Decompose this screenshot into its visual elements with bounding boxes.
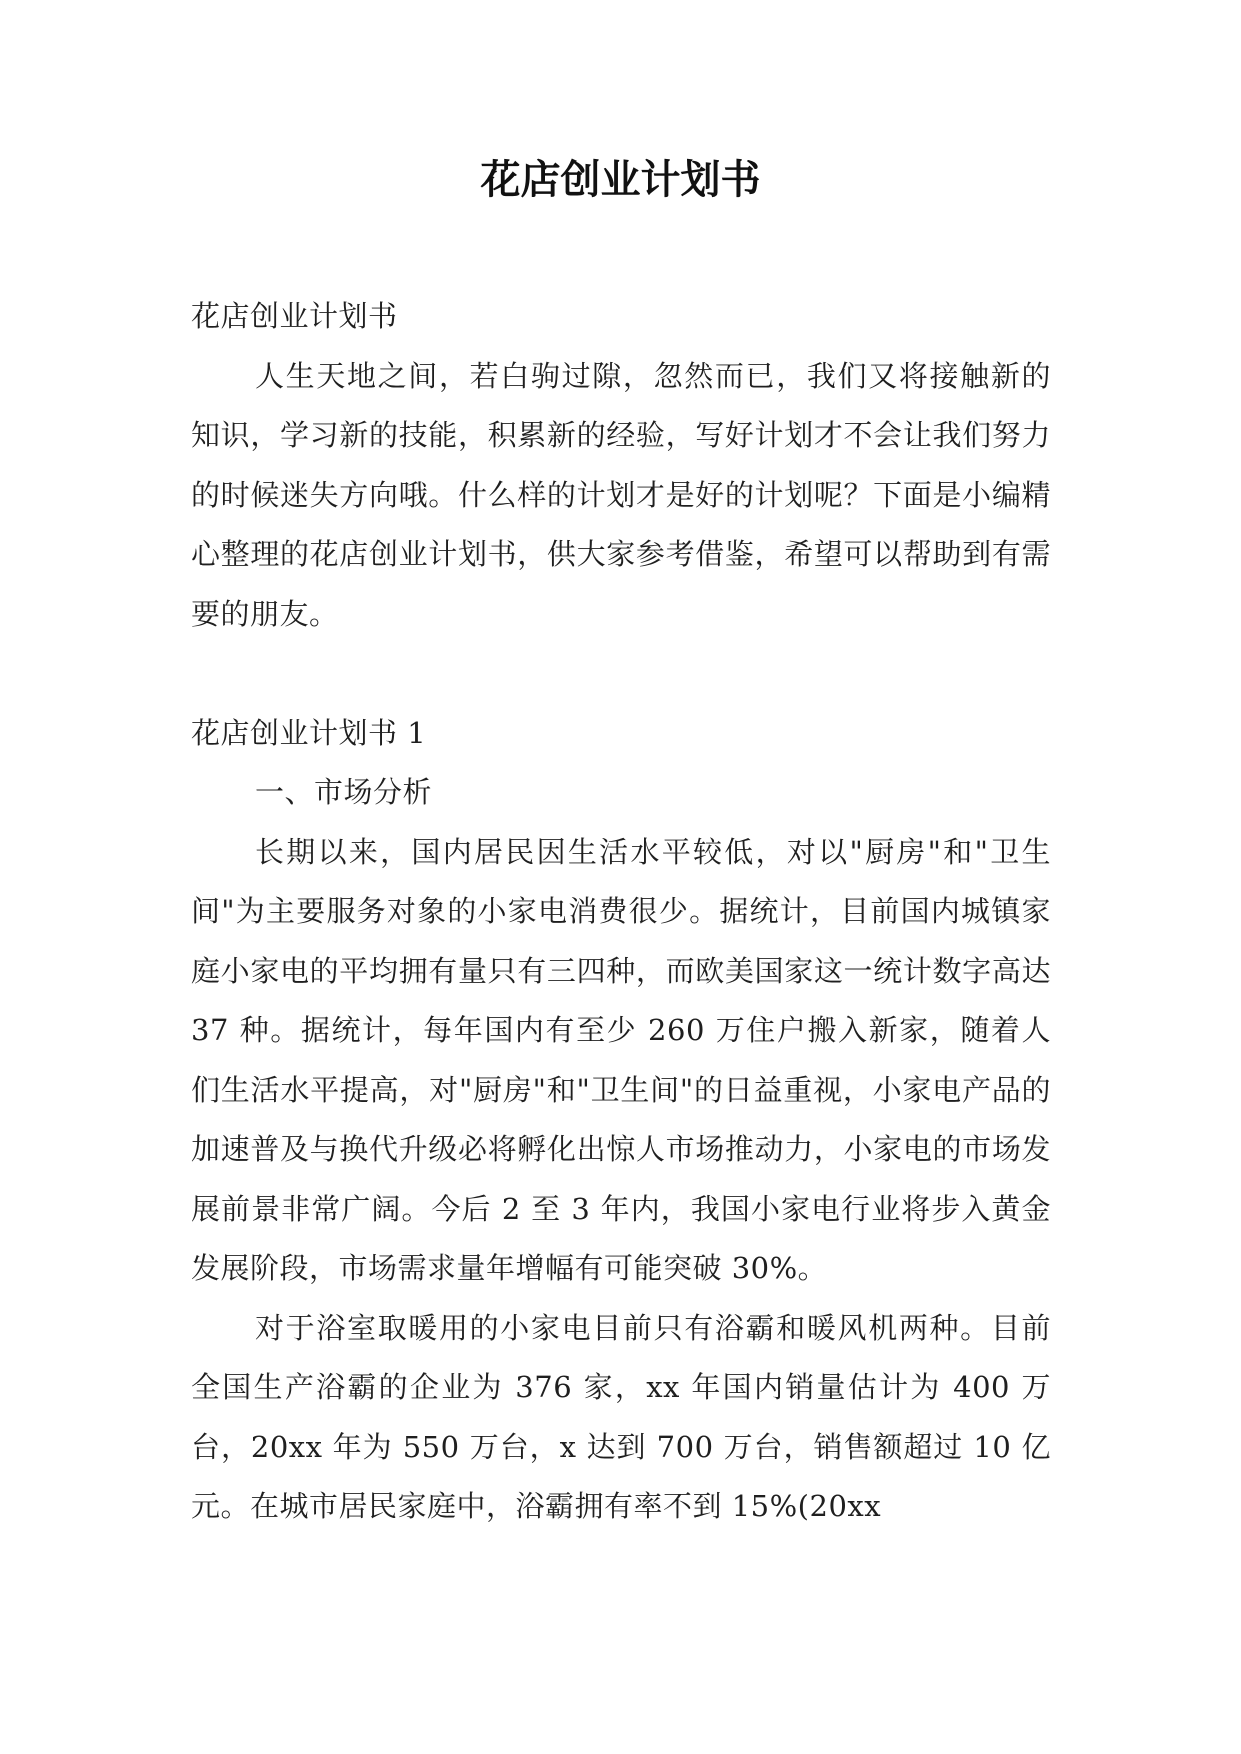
body-paragraph: 长期以来，国内居民因生活水平较低，对以"厨房"和"卫生间"为主要服务对象的小家电消费很少。据统计，目前国内城镇家庭小家电的平均拥有量只有三四种，而欧美国家这一统计数字高达 37 种。据统计，每年国内有至少 260 万住户搬入新家，随着人们生活水平提高，对"厨房"和"卫生间"的日益重视，小家电产品的加速普及与换代升级必将孵化出惊人市场推动力，小家电的市场发展前景非常广阔。今后 2 至 3 年内，我国小家电行业将步入黄金发展阶段，市场需求量年增幅有可能突破 30%。 bbox=[191, 834, 1051, 1285]
document-title: 花店创业计划书 bbox=[480, 156, 761, 203]
intro-paragraph: 人生天地之间，若白驹过隙，忽然而已，我们又将接触新的知识，学习新的技能，积累新的经验，写好计划才不会让我们努力的时候迷失方向哦。什么样的计划才是好的计划呢？下面是小编精心整理的花店创业计划书，供大家参考借鉴，希望可以帮助到有需要的朋友。 bbox=[191, 358, 1051, 631]
section-heading: 花店创业计划书 bbox=[191, 299, 398, 333]
plan-heading: 花店创业计划书 1 bbox=[191, 715, 427, 750]
document-body bbox=[191, 287, 1051, 1537]
body-paragraph: 对于浴室取暖用的小家电目前只有浴霸和暖风机两种。目前全国生产浴霸的企业为 376 家，xx 年国内销量估计为 400 万台，20xx 年为 550 万台，x 达到 700 万台，销售额超过 10 亿元。在城市居民家庭中，浴霸拥有率不到 15%(20xx bbox=[191, 1310, 1051, 1523]
subsection-heading: 一、市场分析 bbox=[255, 775, 433, 809]
